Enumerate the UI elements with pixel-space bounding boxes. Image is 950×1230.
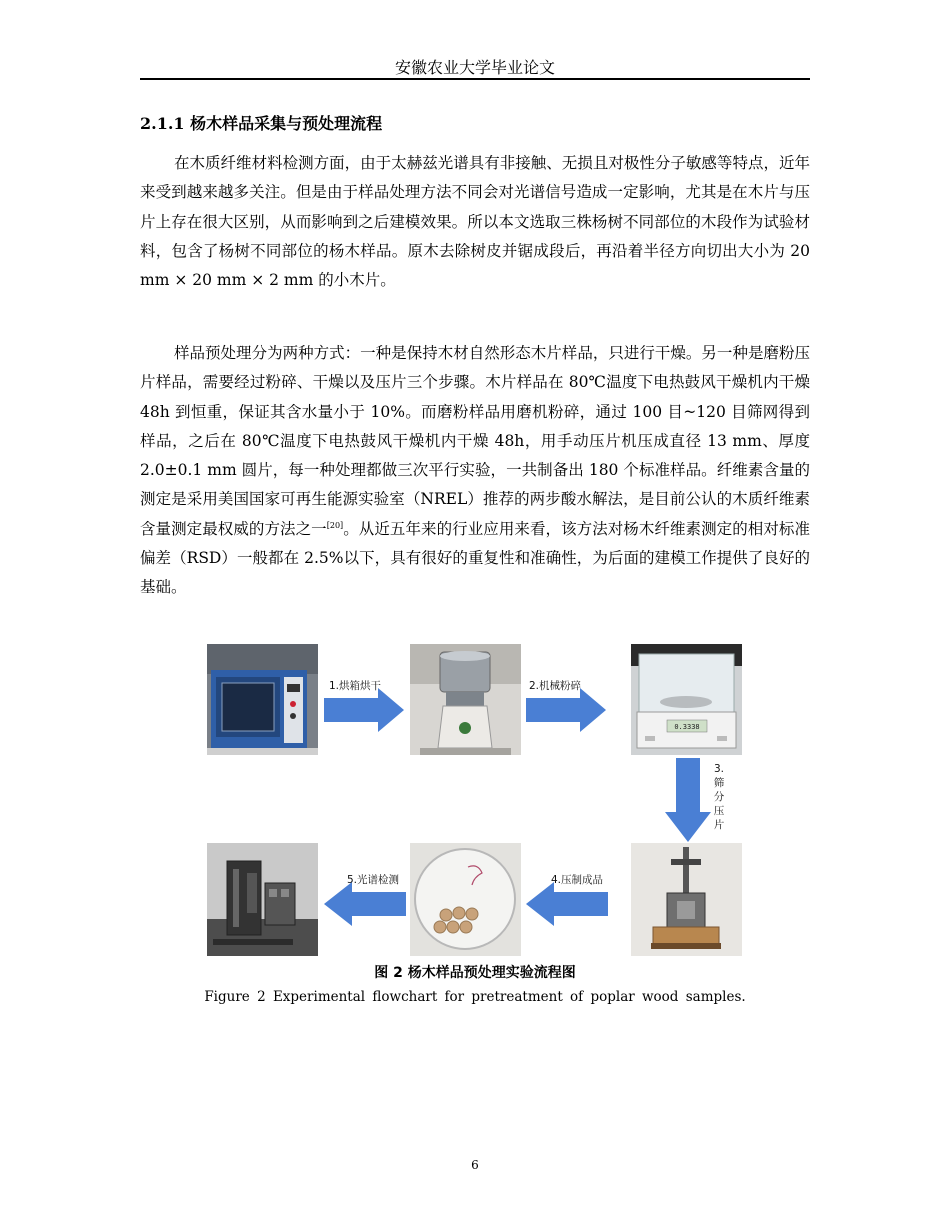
step5-label: 5.光谱检测 (347, 874, 400, 886)
arrow-right-2 (526, 688, 608, 732)
paragraph-2 (140, 339, 810, 603)
arrow-left-4 (526, 882, 608, 926)
step4-label: 4.压制成品 (551, 874, 604, 886)
citation-ref: [20] (326, 520, 344, 530)
paragraph-1-text: 在木质纤维材料检测方面，由于太赫兹光谱具有非接触、无损且对极性分子敏感等特点，近年来受到越来越多关注。但是由于样品处理方法不同会对光谱信号造成一定影响，尤其是在木片与压片上存在很大区别，从而影响到之后建模效果。所以本文选取三株杨树不同部位的木段作为试验材料，包含了杨树不同部位的杨木样品。原木去除树皮并锯成段后，再沿着半径方向切出大小为 20 mm × 20 mm × 2 mm 的小木片。 (140, 154, 810, 290)
section-heading: 2.1.1 杨木样品采集与预处理流程 (140, 114, 383, 133)
paragraph-2-text-a: 样品预处理分为两种方式：一种是保持木材自然形态木片样品，只进行干燥。另一种是磨粉压片样品，需要经过粉碎、干燥以及压片三个步骤。木片样品在 80℃温度下电热鼓风干燥机内干燥 48h 到恒重，保证其含水量小于 10%。而磨粉样品用磨机粉碎，通过 100 目~120 目筛网得到样品，之后在 80℃温度下电热鼓风干燥机内干燥 48h，用手动压片机压成直径 13 mm、厚度 2.0±0.1 mm 圆片，每一种处理都做三次平行实验，一共制备出 180 个标准样品。纤维素含量的测定是采用美国国家可再生能源实验室（NREL）推荐的两步酸水解法，是目前公认的木质纤维素含量测定最权威的方法之一 (140, 344, 810, 538)
flowchart-figure (207, 644, 743, 956)
arrow-right-1 (324, 688, 406, 732)
oven-photo (207, 644, 318, 755)
grinder-photo (410, 644, 521, 755)
step3-label: 3.筛分压片 (713, 763, 725, 831)
press-photo (631, 843, 742, 956)
figure-caption-cn: 图 2 杨木样品预处理实验流程图 (374, 965, 576, 981)
arrow-down-3 (665, 758, 711, 842)
paragraph-1 (140, 149, 810, 295)
balance-display-text: 0.3338 (674, 723, 700, 731)
figure-caption-en: Figure 2 Experimental flowchart for pretreatment of poplar wood samples. (204, 989, 746, 1005)
step2-label: 2.机械粉碎 (529, 680, 582, 692)
paragraph-2-text-b: 。从近五年来的行业应用来看，该方法对杨木纤维素测定的相对标准偏差（RSD）一般都在 2.5%以下，具有很好的重复性和准确性，为后面的建模工作提供了良好的基础。 (140, 519, 810, 597)
arrow-left-5 (324, 882, 406, 926)
samples-photo (410, 843, 521, 956)
header-rule (140, 78, 810, 80)
step1-label: 1.烘箱烘干 (329, 680, 382, 692)
balance-photo (631, 644, 742, 755)
running-header: 安徽农业大学毕业论文 (394, 58, 555, 77)
spectrometer-photo (207, 843, 318, 956)
page-number: 6 (471, 1158, 479, 1172)
